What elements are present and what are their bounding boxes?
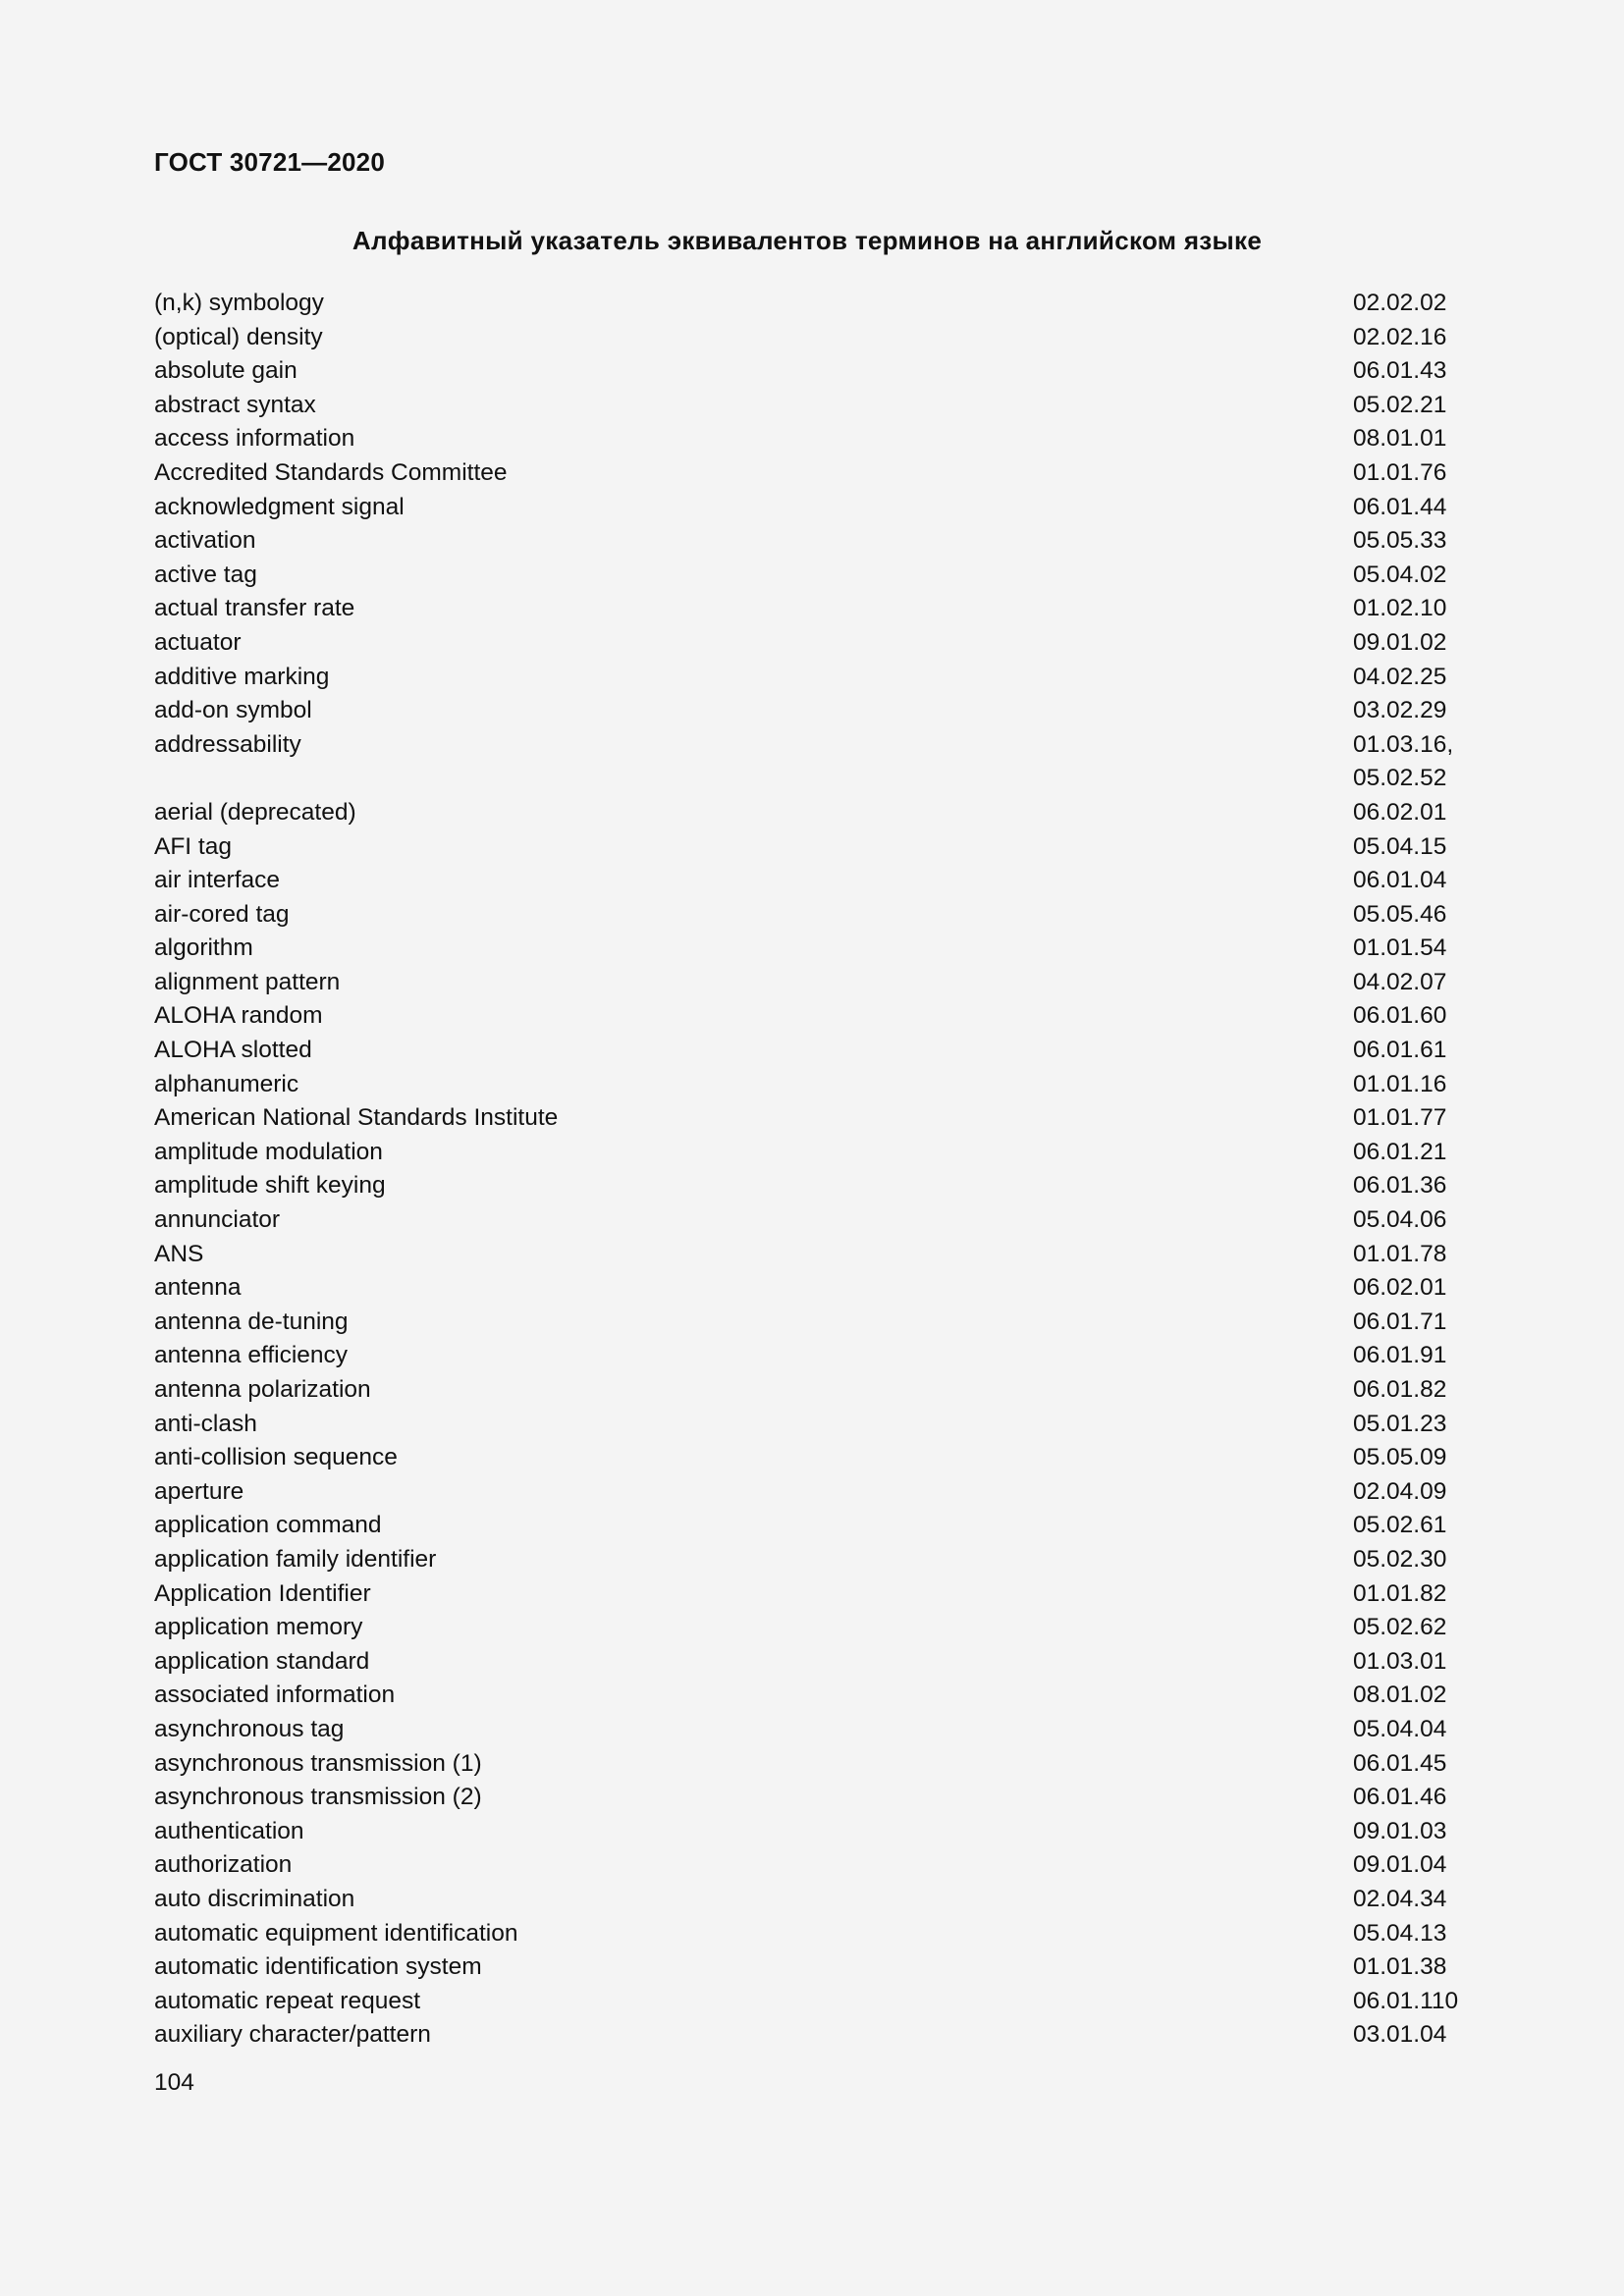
index-entry xyxy=(154,389,1480,423)
index-entry xyxy=(154,456,1480,491)
index-reference: 06.01.04 xyxy=(1353,867,1447,894)
index-reference: 05.04.13 xyxy=(1353,1919,1447,1947)
index-reference: 01.01.82 xyxy=(1353,1579,1447,1607)
index-entry xyxy=(154,966,1480,1000)
index-term: automatic identification system xyxy=(154,1953,482,1981)
index-term: asynchronous transmission (1) xyxy=(154,1749,482,1777)
index-term: add-on symbol xyxy=(154,697,312,724)
index-reference-group xyxy=(1353,1917,1480,1951)
index-reference-group xyxy=(1353,389,1480,423)
index-entry xyxy=(154,354,1480,389)
index-entry xyxy=(154,1713,1480,1747)
index-entry xyxy=(154,1611,1480,1645)
index-entry xyxy=(154,1238,1480,1272)
index-entry xyxy=(154,1509,1480,1543)
index-entry-list xyxy=(154,287,1480,2053)
index-term: air-cored tag xyxy=(154,900,290,928)
index-entry xyxy=(154,592,1480,626)
index-entry xyxy=(154,1068,1480,1102)
index-reference: 05.05.33 xyxy=(1353,527,1447,555)
index-reference: 06.01.91 xyxy=(1353,1342,1447,1369)
index-reference: 06.01.21 xyxy=(1353,1138,1447,1165)
index-entry xyxy=(154,1883,1480,1917)
index-reference: 03.02.29 xyxy=(1353,697,1447,724)
index-term: American National Standards Institute xyxy=(154,1104,559,1132)
index-reference-group xyxy=(1353,830,1480,865)
index-reference-group xyxy=(1353,966,1480,1000)
index-reference-group xyxy=(1353,796,1480,830)
index-reference-group xyxy=(1353,1815,1480,1849)
index-reference: 05.04.02 xyxy=(1353,561,1447,588)
index-term: asynchronous tag xyxy=(154,1715,345,1742)
index-reference-group xyxy=(1353,932,1480,966)
index-term: ALOHA random xyxy=(154,1002,323,1030)
index-term: algorithm xyxy=(154,934,253,962)
index-entry xyxy=(154,1408,1480,1442)
index-reference: 06.01.82 xyxy=(1353,1376,1447,1403)
index-reference: 02.04.34 xyxy=(1353,1885,1447,1912)
index-reference: 05.05.09 xyxy=(1353,1444,1447,1471)
index-entry xyxy=(154,1747,1480,1782)
index-term: active tag xyxy=(154,561,257,588)
index-term: authorization xyxy=(154,1851,293,1879)
index-reference-group xyxy=(1353,592,1480,626)
index-reference-group xyxy=(1353,1306,1480,1340)
index-term: ANS xyxy=(154,1240,204,1267)
index-term: Accredited Standards Committee xyxy=(154,458,508,486)
index-reference-group xyxy=(1353,1034,1480,1068)
index-term: auto discrimination xyxy=(154,1885,355,1912)
index-term: acknowledgment signal xyxy=(154,493,405,520)
index-reference: 04.02.25 xyxy=(1353,663,1447,690)
index-term: application family identifier xyxy=(154,1545,437,1573)
index-entry xyxy=(154,626,1480,661)
index-term: antenna de-tuning xyxy=(154,1308,349,1335)
index-reference-group xyxy=(1353,1883,1480,1917)
index-reference-group xyxy=(1353,1441,1480,1475)
index-reference: 06.01.36 xyxy=(1353,1172,1447,1200)
index-reference-group xyxy=(1353,321,1480,355)
index-entry xyxy=(154,1441,1480,1475)
index-entry xyxy=(154,1645,1480,1680)
index-reference-group xyxy=(1353,694,1480,728)
index-term: application command xyxy=(154,1512,382,1539)
index-entry xyxy=(154,1101,1480,1136)
index-term: alignment pattern xyxy=(154,968,341,995)
index-entry xyxy=(154,796,1480,830)
index-term: amplitude shift keying xyxy=(154,1172,386,1200)
index-reference-group xyxy=(1353,1645,1480,1680)
index-reference: 01.01.38 xyxy=(1353,1953,1447,1981)
index-term: AFI tag xyxy=(154,832,232,860)
index-entry xyxy=(154,524,1480,559)
index-reference-group xyxy=(1353,864,1480,898)
index-entry xyxy=(154,694,1480,728)
index-term: antenna efficiency xyxy=(154,1342,349,1369)
index-term: absolute gain xyxy=(154,357,298,385)
index-term: additive marking xyxy=(154,663,330,690)
index-reference: 01.01.54 xyxy=(1353,934,1447,962)
index-reference-group xyxy=(1353,1475,1480,1510)
index-entry xyxy=(154,932,1480,966)
index-entry xyxy=(154,1679,1480,1713)
index-term: addressability xyxy=(154,730,301,758)
index-reference-group xyxy=(1353,898,1480,933)
index-reference-group xyxy=(1353,728,1480,796)
index-reference-group xyxy=(1353,1950,1480,1985)
index-reference: 04.02.07 xyxy=(1353,968,1447,995)
index-entry xyxy=(154,898,1480,933)
index-entry xyxy=(154,559,1480,593)
index-entry xyxy=(154,1848,1480,1883)
index-reference-group xyxy=(1353,1408,1480,1442)
index-reference: 03.01.04 xyxy=(1353,2021,1447,2049)
index-entry xyxy=(154,1577,1480,1612)
index-term: activation xyxy=(154,527,256,555)
index-term: aerial (deprecated) xyxy=(154,798,356,826)
index-term: associated information xyxy=(154,1682,396,1709)
index-entry xyxy=(154,1169,1480,1203)
document-code: ГОСТ 30721—2020 xyxy=(154,147,385,177)
index-reference: 01.01.77 xyxy=(1353,1104,1447,1132)
index-reference: 06.01.46 xyxy=(1353,1784,1447,1811)
index-entry xyxy=(154,1306,1480,1340)
index-term: automatic equipment identification xyxy=(154,1919,518,1947)
index-reference-group xyxy=(1353,626,1480,661)
index-reference: 06.01.61 xyxy=(1353,1037,1447,1064)
index-title: Алфавитный указатель эквивалентов терминов на английском языке xyxy=(352,226,1263,255)
index-reference-group xyxy=(1353,422,1480,456)
index-entry xyxy=(154,1136,1480,1170)
index-entry xyxy=(154,1815,1480,1849)
index-entry xyxy=(154,1475,1480,1510)
index-entry xyxy=(154,1917,1480,1951)
index-entry xyxy=(154,864,1480,898)
index-reference-group xyxy=(1353,491,1480,525)
index-reference-group xyxy=(1353,999,1480,1034)
index-entry xyxy=(154,830,1480,865)
index-term: automatic repeat request xyxy=(154,1987,421,2014)
index-term: annunciator xyxy=(154,1206,281,1234)
index-reference-group xyxy=(1353,1068,1480,1102)
index-term: application memory xyxy=(154,1614,363,1641)
index-term: auxiliary character/pattern xyxy=(154,2021,431,2049)
index-term: authentication xyxy=(154,1817,304,1844)
index-reference: 05.02.62 xyxy=(1353,1614,1447,1641)
index-reference: 02.04.09 xyxy=(1353,1477,1447,1505)
index-entry xyxy=(154,661,1480,695)
index-reference: 05.05.46 xyxy=(1353,900,1447,928)
index-term: aperture xyxy=(154,1477,244,1505)
index-term: access information xyxy=(154,425,355,453)
index-entry xyxy=(154,1781,1480,1815)
index-reference: 06.01.71 xyxy=(1353,1308,1447,1335)
index-reference: 06.02.01 xyxy=(1353,1274,1447,1302)
index-reference-group xyxy=(1353,1136,1480,1170)
index-reference: 06.01.44 xyxy=(1353,493,1447,520)
index-reference-group xyxy=(1353,1339,1480,1373)
index-reference: 01.03.01 xyxy=(1353,1647,1447,1675)
index-term: air interface xyxy=(154,867,281,894)
index-reference-group xyxy=(1353,661,1480,695)
index-entry xyxy=(154,1373,1480,1408)
index-reference-group xyxy=(1353,1611,1480,1645)
index-reference: 06.01.43 xyxy=(1353,357,1447,385)
index-reference: 08.01.01 xyxy=(1353,425,1447,453)
index-term: application standard xyxy=(154,1647,370,1675)
index-reference-group xyxy=(1353,1985,1480,2019)
index-reference-group xyxy=(1353,1373,1480,1408)
index-entry xyxy=(154,1950,1480,1985)
index-entry xyxy=(154,728,1480,796)
index-entry xyxy=(154,2018,1480,2053)
index-reference-group xyxy=(1353,456,1480,491)
index-reference-group xyxy=(1353,1203,1480,1238)
index-reference-group xyxy=(1353,1577,1480,1612)
index-reference-group xyxy=(1353,354,1480,389)
index-reference: 02.02.16 xyxy=(1353,323,1447,350)
index-term: alphanumeric xyxy=(154,1070,299,1097)
index-term: Application Identifier xyxy=(154,1579,371,1607)
index-reference: 05.02.30 xyxy=(1353,1545,1447,1573)
index-reference: 01.01.16 xyxy=(1353,1070,1447,1097)
index-reference-group xyxy=(1353,1747,1480,1782)
index-entry xyxy=(154,1271,1480,1306)
index-term: actual transfer rate xyxy=(154,595,355,622)
index-entry xyxy=(154,1339,1480,1373)
index-reference-group xyxy=(1353,1271,1480,1306)
index-reference: 01.03.16, xyxy=(1353,730,1454,758)
index-entry xyxy=(154,1034,1480,1068)
index-reference: 05.04.04 xyxy=(1353,1715,1447,1742)
index-reference-group xyxy=(1353,1713,1480,1747)
index-reference: 09.01.03 xyxy=(1353,1817,1447,1844)
index-reference-group xyxy=(1353,1169,1480,1203)
index-reference-group xyxy=(1353,1238,1480,1272)
index-entry xyxy=(154,491,1480,525)
index-term: amplitude modulation xyxy=(154,1138,383,1165)
index-reference: 01.01.78 xyxy=(1353,1240,1447,1267)
index-term: antenna xyxy=(154,1274,242,1302)
index-reference: 06.01.110 xyxy=(1353,1987,1459,2014)
index-reference-group xyxy=(1353,1679,1480,1713)
index-reference: 02.02.02 xyxy=(1353,290,1447,316)
index-reference: 06.01.45 xyxy=(1353,1749,1447,1777)
index-reference-group xyxy=(1353,1543,1480,1577)
index-reference-group xyxy=(1353,287,1480,321)
index-reference: 05.02.61 xyxy=(1353,1512,1447,1539)
index-reference-group xyxy=(1353,2018,1480,2053)
index-entry xyxy=(154,1203,1480,1238)
index-entry xyxy=(154,999,1480,1034)
index-term: antenna polarization xyxy=(154,1376,371,1403)
page-number: 104 xyxy=(154,2069,194,2096)
index-reference-group xyxy=(1353,559,1480,593)
index-term: abstract syntax xyxy=(154,391,316,418)
index-reference-group xyxy=(1353,1509,1480,1543)
index-reference: 01.02.10 xyxy=(1353,595,1447,622)
index-term: ALOHA slotted xyxy=(154,1037,312,1064)
index-reference-group xyxy=(1353,1101,1480,1136)
index-reference: 01.01.76 xyxy=(1353,458,1447,486)
index-reference: 05.04.06 xyxy=(1353,1206,1447,1234)
index-entry xyxy=(154,422,1480,456)
index-reference: 06.01.60 xyxy=(1353,1002,1447,1030)
index-term: asynchronous transmission (2) xyxy=(154,1784,482,1811)
index-entry xyxy=(154,1543,1480,1577)
index-entry xyxy=(154,321,1480,355)
index-reference-group xyxy=(1353,1848,1480,1883)
index-entry xyxy=(154,287,1480,321)
index-reference: 09.01.02 xyxy=(1353,628,1447,656)
index-term: actuator xyxy=(154,628,242,656)
index-term: (optical) density xyxy=(154,323,323,350)
index-reference-group xyxy=(1353,1781,1480,1815)
index-entry xyxy=(154,1985,1480,2019)
index-reference: 08.01.02 xyxy=(1353,1682,1447,1709)
index-term: anti-clash xyxy=(154,1410,257,1437)
index-reference: 05.02.21 xyxy=(1353,391,1447,418)
index-term: (n,k) symbology xyxy=(154,290,324,316)
index-reference: 06.02.01 xyxy=(1353,798,1447,826)
index-reference: 09.01.04 xyxy=(1353,1851,1447,1879)
index-term: anti-collision sequence xyxy=(154,1444,398,1471)
index-reference: 05.04.15 xyxy=(1353,832,1447,860)
index-reference: 05.02.52 xyxy=(1353,765,1447,792)
index-reference: 05.01.23 xyxy=(1353,1410,1447,1437)
index-reference-group xyxy=(1353,524,1480,559)
